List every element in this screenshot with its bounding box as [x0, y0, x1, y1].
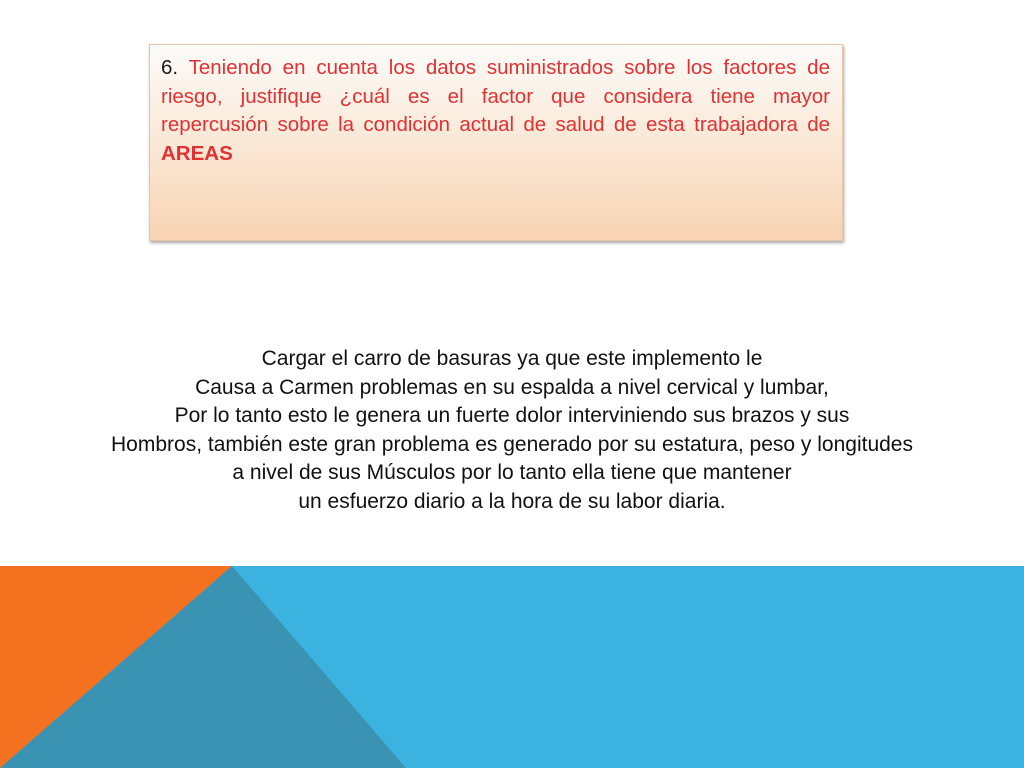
question-text: [161, 54, 830, 168]
answer-line: Cargar el carro de basuras ya que este implemento le: [261, 347, 763, 370]
question-number: 6.: [161, 56, 179, 79]
answer-line: Causa a Carmen problemas en su espalda a nivel cervical y lumbar,: [195, 375, 829, 399]
answer-text: [10, 345, 1014, 516]
answer-line: a nivel de sus Músculos por lo tanto ella tiene que mantener: [232, 461, 792, 484]
question-emphasis: AREAS: [161, 141, 233, 165]
answer-line: Hombros, también este gran problema es generado por su estatura, peso y longitudes: [111, 432, 913, 456]
answer-line: Por lo tanto esto le genera un fuerte dolor interviniendo sus brazos y sus: [174, 404, 850, 427]
question-body: Teniendo en cuenta los datos suministrados sobre los factores de riesgo, justifique ¿cuál es el factor que considera tiene mayor repercusión sobre la condición actual de salud de esta trabajadora de: [161, 56, 830, 136]
answer-line: un esfuerzo diario a la hora de su labor diaria.: [298, 489, 726, 513]
decorative-footer-shapes: [0, 566, 1024, 768]
question-box: [149, 44, 843, 241]
